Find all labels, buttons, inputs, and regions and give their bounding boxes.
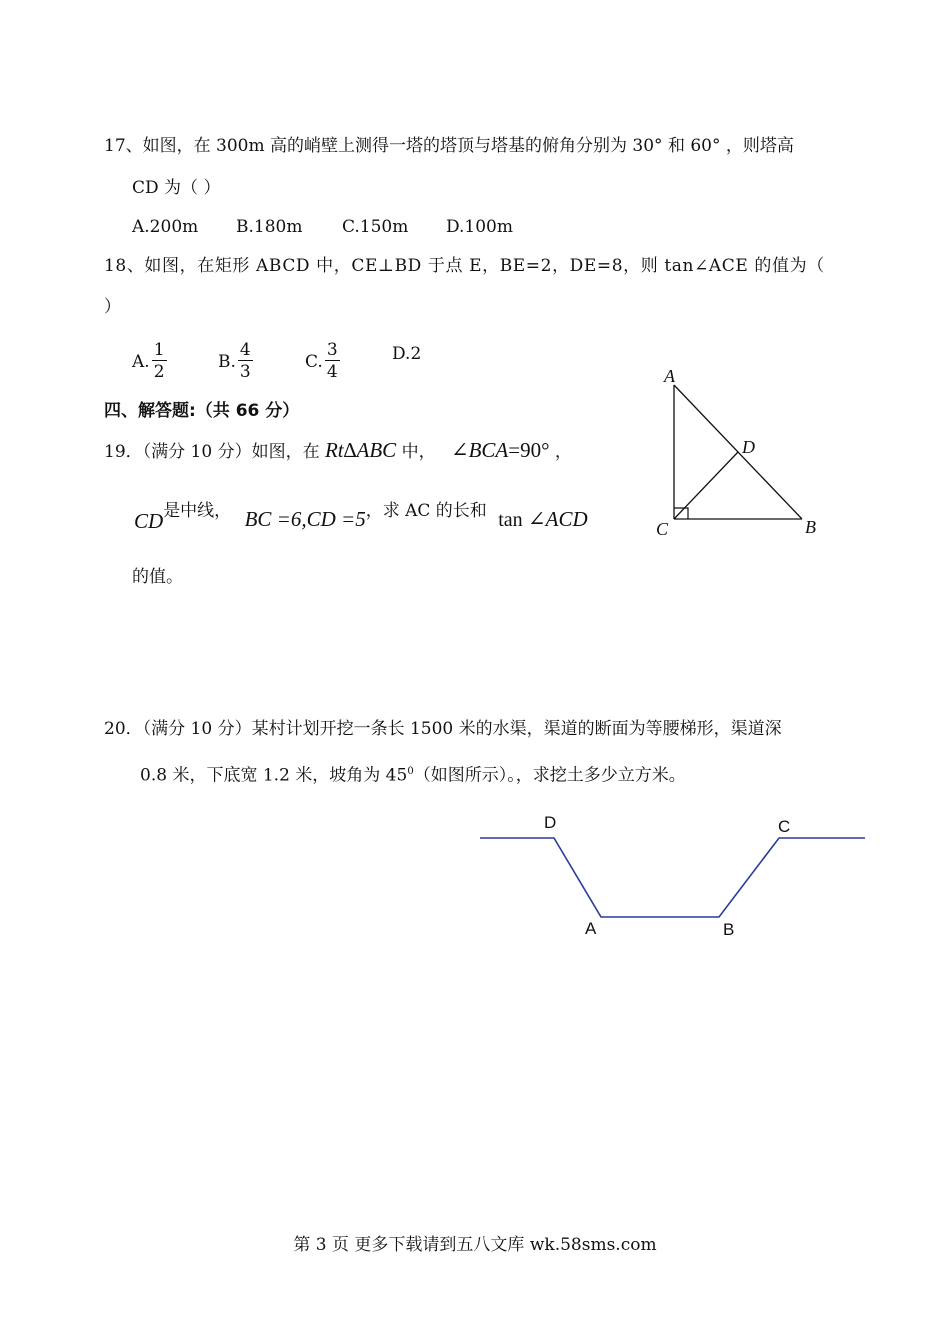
q20-line2: [140, 760, 686, 788]
q17-option-a: A.200m: [132, 217, 199, 237]
trapezoid-figure: [475, 810, 875, 940]
q19-tail: ，: [554, 442, 572, 462]
q18-option-a-denominator: 2: [153, 362, 165, 382]
q18-option-c-prefix: C.: [305, 351, 323, 372]
q17-option-c: C.150m: [342, 217, 409, 237]
label-d: D: [544, 813, 557, 832]
q18-option-a-numerator: 1: [153, 340, 165, 360]
q18-option-b-numerator: 4: [239, 340, 251, 360]
q18-option-d-value: 2: [410, 344, 422, 364]
q18-option-b-prefix: B.: [218, 351, 236, 372]
q18-line1: 18、如图，在矩形 ABCD 中，CE⊥BD 于点 E，BE=2，DE=8，则 tan∠ACE 的值为（: [104, 256, 825, 276]
q19-tan: tan: [498, 509, 523, 531]
q18-option-c-numerator: 3: [326, 340, 338, 360]
q18-option-b-fraction: [238, 340, 253, 383]
q20-line1: 20．（满分 10 分）某村计划开挖一条长 1500 米的水渠，渠道的断面为等腰梯形，渠道深: [104, 719, 782, 739]
q18-option-a-fraction: [152, 340, 167, 383]
channel-profile: [480, 838, 865, 917]
q18-option-a: [132, 340, 167, 383]
q18-option-c-fraction: [325, 340, 340, 383]
label-b: B: [805, 517, 816, 537]
q17-line2: CD 为（ ）: [132, 178, 221, 198]
q18-option-a-prefix: A.: [132, 351, 150, 372]
q18-option-b: [218, 340, 253, 383]
q19-line2: [134, 496, 588, 533]
q19-mid: 中，: [401, 442, 436, 462]
label-d: D: [742, 437, 755, 457]
page-footer: 第 3 页 更多下载请到五八文库 wk.58sms.com: [293, 1235, 657, 1255]
q18-option-d-prefix: D.: [392, 344, 411, 364]
q19-angle-value: =90°: [508, 438, 550, 462]
q19-rt-triangle: Rt∆ABC: [324, 438, 397, 462]
q18-option-c: [305, 340, 340, 383]
q19-angle: ∠BCA: [450, 438, 509, 462]
q19-median: 是中线，: [163, 501, 232, 521]
q18-line2: ）: [104, 297, 121, 317]
q19-end: 的值。: [132, 567, 183, 587]
q18-option-c-denominator: 4: [326, 362, 338, 382]
q18-option-b-denominator: 3: [239, 362, 251, 382]
q19-given: BC =6,CD =5: [244, 507, 366, 531]
triangle-figure: [650, 365, 850, 545]
q17-option-d: D.100m: [446, 217, 513, 237]
q19-tan-angle: ∠ACD: [528, 507, 588, 531]
label-c: C: [778, 817, 791, 836]
q19-line1: [104, 436, 572, 466]
q17-option-b: B.180m: [236, 217, 303, 237]
label-b: B: [723, 920, 735, 939]
q20-line2-pre: 0.8 米，下底宽 1.2 米，坡角为 45: [140, 765, 408, 786]
q20-line2-sup: 0: [407, 766, 414, 777]
label-a: A: [585, 919, 597, 938]
q19-ask: ，求 AC 的长和: [365, 501, 487, 521]
q19-prefix: 19．（满分 10 分）如图，在: [104, 442, 320, 462]
median-cd: [674, 452, 738, 519]
q19-cd: CD: [134, 509, 164, 533]
q17-line1: 17、如图，在 300m 高的峭壁上测得一塔的塔顶与塔基的俯角分别为 30° 和 60° ，则塔高: [104, 136, 794, 156]
label-c: C: [656, 519, 669, 539]
section-heading: 四、解答题:（共 66 分）: [104, 401, 300, 421]
label-a: A: [664, 366, 675, 386]
q18-option-d: [392, 344, 421, 364]
q20-line2-post: （如图所示）。，求挖土多少立方米。: [413, 765, 686, 786]
